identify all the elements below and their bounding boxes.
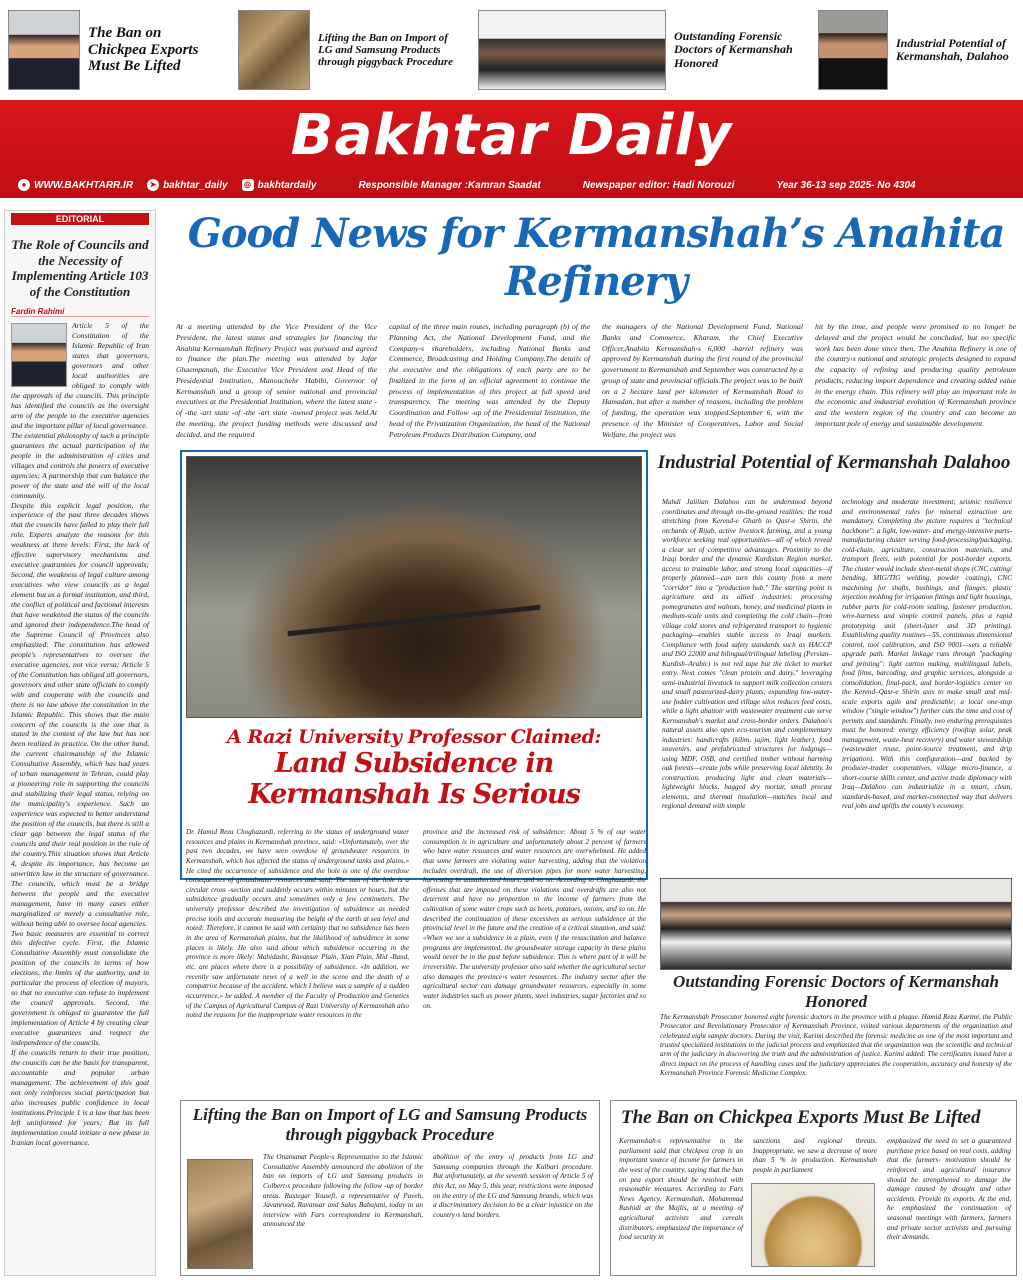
teaser-chickpea[interactable] <box>0 0 230 100</box>
lead-column: capital of the three main routes, including paragraph (b) of the Planning Act, the National Development Fund, and the Company›s shareholders, including National Banks and Commerce, Broadcasting and Holding Company.The details of the executive and the obligations of each party are to be finalized in the form of an official agreement to continue the process of implementation of this project at full speed and transparency. The meeting was attended by the Deputy Coordination and Follow -up of the Presidential Institution, the head of the Privatization Organization, the head of the National Petroleum Products Distribution Company, and <box>389 322 590 439</box>
editorial-title: The Role of Councils and the Necessity of Implementing Article 103 of the Constitution <box>11 237 149 299</box>
author-photo <box>11 323 67 387</box>
editorial-paragraph: The existential philosophy of such a principle guarantees the actual participation of the people in the administration of cities and villages and controls the powers of executive agencies; A partnership that can balance the power of the state and the will of the local community. <box>11 430 149 500</box>
teaser-title: The Ban on Chickpea Exports Must Be Lifted <box>88 25 199 75</box>
chickpea-sack-photo <box>751 1183 875 1267</box>
editorial-author: Fardin Rahimi <box>11 307 149 317</box>
editorial-paragraph: If the councils return to their true position, the councils can be the basis for transparent, accountable and popular urban management. The achievement of this goal not only reinforces social participation but also increases public confidence in local institutions.Principle 1 is a law that has been left uninformed for years; But its full implementation could initiate a new phase in Iranian local governance. <box>11 1047 149 1147</box>
responsible-manager: Responsible Manager :Kamran Saadat <box>358 179 541 191</box>
teaser-forensic[interactable] <box>470 0 810 100</box>
teaser-industrial[interactable] <box>810 0 1023 100</box>
lg-title: Lifting the Ban on Import of LG and Samsung Products through piggyback Procedure <box>192 1105 588 1144</box>
subsidence-feature <box>180 450 648 880</box>
instagram-icon: ◎ <box>242 179 254 191</box>
chickpea-article <box>610 1100 1017 1276</box>
newspaper-name: Bakhtar Daily <box>290 103 733 168</box>
website-link[interactable]: ● WWW.BAKHTARR.IR <box>18 179 133 191</box>
lg-column: abolition of the entry of products from LG and Samsung companies through the Kulbari procedure. But unfortunately, at the seventh session of Article 5 of this Act, on May 5, this year, restrictions were imposed on the entry of the LG and Samsung brands, which was a discriminatory decision to be a clear injustice on the country›s land borders. <box>433 1153 593 1219</box>
telegram-link[interactable]: ➤ bakhtar_daily <box>147 179 227 191</box>
subsidence-column: province and the increased risk of subsidence: About 5 % of our water consumption is in agriculture and unfortunately about 2 percent of farmers who have water resources and water resources are overwhelmed. He added that some farmers are violating water harvesting, adding that the violation includes overdraft, the use of diversion pipes for more water harvesting, harvesting in unauthorized hours, and so on. According to Choghazardi, the offenses that are imposed on these violations and overdrafts are also not deterrent and have no proportion to the income of farmers from the cultivation of some water crops such as beets, potatoes, onions, and so on. He described the continuation of these excessives as serious subsidence at the provincial level in the future and the creation of a critical situation, and said: «When we see a subsidence in a plain, even if the resuscitation and balance programs are implemented, the groundwater storage capacity in these plains would never be in the past before subsidence. This is where part of it will be irreversible. The university professor also said whether the agricultural sector also damages the province›s water resources. The industry sector after the agricultural sector can damage groundwater resources, especially in some water industries such as power plants, steel industries, sugar factories and so on. <box>423 828 646 1010</box>
lg-article <box>180 1100 600 1276</box>
forensic-group-photo <box>660 878 1012 970</box>
editorial-paragraph: Article 5 of the Constitution of the Islamic Republic of Iran states that governors, governors and other local authorities are obliged to comply with the approvals of the councils. This principle has identified the councils as the oversight arm of the people to the executive agencies and the important pillar of local governance. <box>11 321 149 430</box>
editorial-column <box>4 210 156 1276</box>
industrial-body <box>662 498 1012 812</box>
teaser-title: Outstanding Forensic Doctors of Kermanshah Honored <box>674 29 793 70</box>
instagram-link[interactable]: ◎ bakhtardaily <box>242 179 317 191</box>
lead-column: hit by the time, and people were promised to no longer be delayed and the project would be concluded, but no specific work has been done since then. The Anahita Refinery is one of the country›s national and strategic projects designed to expand the capacity of refining and producing quality petroleum products, reducing import dependence and creating added value in the energy chain. This refinery will play an important role in the economic and industrial evolution of Kermanshah province and the western region of the country and can become an important pole of energy and sustainable development. <box>815 322 1016 429</box>
industrial-column: Mahdi Jalilian Dalahoo can be understood beyond coordinates and through on-the-ground realities: the road stretching from Kerend-e Gharb to Qasr-e Shirin, the orchards of Rijab, active livestock farming, and a young workforce seeking real opportunities—all of which reveal a clear set of competitive advantages. Proximity to the Iraqi border and the dynamic Kurdistan Region market, access to trainable labor, and strong local capacities—if properly planned—can turn this county from a mere "corridor" into a "production hub." The starting point is agriculture and its allied industries: processing pomegranates and walnuts, honey, and medicinal plants in medium-scale units and completing the cold chain—from village cold stores and refrigerated transport to hygienic packaging—enables stable access to Iraqi markets. Compliance with food safety standards such as HACCP and ISO 22000 and bilingual/trilingual labeling (Persian–Kurdish–Arabic) is not red tape but the ticket to market entry. Next comes "clean protein and dairy," leveraging semi-industrial livestock to support milk collection centers and small pasteurized-dairy plants; expanding low-water-use fodder cultivation and village silos reduces feed costs, while a light abattoir with wastewater treatment can serve Kermanshah's market and cross-border orders. Dalahoo's natural assets also open eco-tourism and complementary industries: handicrafts (kilim, jajim, light leather), food souvenirs, and prefabricated structures for lodgings—using MDF, OSB, and certified timber without harming oak forests—create jobs while preserving local identity. In construction, producing light and clean materials—lightweight blocks, bagged dry mortar, small precast elements, and thermal insulation—matches local and regional demand with simple <box>662 498 832 810</box>
forensic-body: The Kermanshah Prosecutor honored eight forensic doctors in the province with a plaque. Hamid Reza Karimi, the Public Prosecutor and Revolutionary Prosecutor of Kermanshah Province, visited various departments of the organization and celebrated eight sample doctors. During the visit, Karimi described the forensic medicine as one of the most important and trusted specialized institutions in the judicial process and emphasized that the organization was the scientific and technical arm of the judiciary in discovering the truth and the administration of justice. Karimi added: The certificates issued have a direct impact on the process of handling cases and the judiciary appreciates the cooperation, accuracy and honesty of the Kermanshah Province Forensic Medicine Complex. <box>660 1013 1012 1078</box>
industrial-column: technology and moderate investment; seismic resilience and environmental rules for mineral extraction are mandatory. Completing the picture requires a "technical backbone": a light, low-water- and energy-intensive parts-manufacturing cluster serving food-processing/packaging, cold-chain, agriculture, construction materials, and transport fleets, with potential for post-border exports. The cluster would include sheet-metal shops (CNC cutting/ bending, MIG/TIG welding, powder coating), CNC machining for shafts, bushings, and flanges, plastic injection molding for irrigation fittings and light housings, rubber parts for cold-room sealing, fastener production, wire-harness and simple control panels, plus a rapid prototyping unit (sheet-laser and 3D printing). Establishing quality routines—5S, continuous dimensional control, tool calibration, and ISO 9001—sets a reliable upgrade path. Market linkage runs through "packaging and printing": light carton making, multilingual labels, food films, barcoding, and graphic services, alongside a consolidation, final-pack, and border-logistics center on the Kerend–Qasr-e Shirin axis to make small and mid-scale exports agile and predictable; a local one-stop window ("single window") further cuts the time and cost of permits and standards. Finally, two enduring prerequisites must be honored: energy efficiency (rooftop solar, peak management, waste-heat recovery) and water stewardship (wastewater reuse, point-source treatment, and drip irrigation). With this configuration—and backed by producer-trader cooperatives, village micro-finance, a short-course skills center, and active trade diplomacy with Iraq—Dalahoo can industrialize in a smart, clean, standards-based, and market-connected way that delivers real jobs and uplifts the county's economy. <box>842 498 1012 810</box>
pipe-shape <box>287 605 540 637</box>
masthead <box>0 100 1023 172</box>
editorial-tag: EDITORIAL <box>11 213 149 225</box>
info-bar <box>0 172 1023 198</box>
portrait-photo <box>818 10 888 90</box>
industrial-title: Industrial Potential of Kermanshah Dalahoo <box>657 452 1011 473</box>
subsidence-kicker: A Razi University Professor Claimed: <box>227 726 601 748</box>
editorial-body <box>11 321 149 1147</box>
globe-icon: ● <box>18 179 30 191</box>
lg-body <box>263 1153 593 1230</box>
border-landscape-photo <box>187 1159 253 1269</box>
telegram-icon: ➤ <box>147 179 159 191</box>
issue-info: Year 36-13 sep 2025- No 4304 <box>776 179 916 191</box>
editorial-paragraph: Despite this explicit legal position, the experience of the past three decades shows that the councils have failed to play their full role. Experts analyze the reasons for this weakness at three levels: First, the lack of effective supervisory mechanisms and executive guarantees for council approvals; Second, the weakness of legal culture among executives who view councils as a legal element but as a formal institution, and third, the conflict of political and factional interests that have weakened the status of the councils and ignored their independence.The head of the Supreme Council of Provinces also emphasized: The constitution has allowed people's representatives to oversee the executive agencies, not vice versa; Article 5 of the Constitution has obliged all governors, governors and other state officials to comply with and cooperate with the councils and there is no law above the constitution in the Islamic Republic. This shows that the main concern of the councils is the one that is stated in the context of the law but has not been realized in practice. On the other hand, the current chairmanship of the Islamic Consultative Assembly, which has had years of urban management in Tehran, could play a pioneering role in supporting the councils and stabilizing their legal status, relying on the municipality's experience. Such an experience was expected to better understand the position of the councils, but there is still a clear gap between the legal status of the councils and their real position in the rule of the country.This situation shows that Article 4, despite its importance, has become an unwritten law in the structure of governance. The councils, which must be a bridge between the people and the executive management, have in many cases either marginalized or merely a consultative role, without being able to oversee local agencies. <box>11 500 149 928</box>
subsidence-column: Dr. Hamid Reza Choghazardi, referring to the status of underground water resources and plains in Kermanshah province, said: «Unfortunately, over the past two decades, we have seen overdose of groundwater resources in Kermanshah, which has affected the status of underground tanks and plains.» He cited the occurrence of subsidence and the hole is one of the overdose consequences of groundwater resources and said: The sum of the hole is a circular cross -section and suddenly occurs within minutes or hours, but the subsidence gradually occurs and sometimes only a few centimeters. The university professor described the investigation of subsidence as needed precise tools and accurate measuring the height of the earth at sea level and noted: Therefore, it cannot be said with certainty that no subsidence has been in the area of Kermanshah plains, but the likelihood of subsidence in some places is likely. He also said about which subsidence occurring in the province is more likely: Mahidasht, Ravansar Plain, Xian Plain, Mid -Band, etc. are places where there is a possibility of subsidence. «In addition, we recently saw unfortunate news of a well in the scene and the death of a compatriot because of the accident, which I believe was a sample of a sudden occurrence,» he added. A member of the Faculty of Production and Genetics of the Campus of Agricultural Campus of Razi University of Kermanshah also noted the reasons for the inappropriate water resources in the <box>186 828 409 1020</box>
teaser-strip <box>0 0 1023 100</box>
forensic-title: Outstanding Forensic Doctors of Kermanshah Honored <box>673 972 999 1011</box>
portrait-photo <box>8 10 80 90</box>
subsidence-title: Land Subsidence in Kermanshah Is Serious <box>248 748 580 811</box>
landscape-photo <box>238 10 310 90</box>
group-photo <box>478 10 666 90</box>
sinkhole-photo <box>186 456 642 718</box>
chickpea-column: Kermanshah›s representative in the parliament said that chickpea crop is an important source of income for farmers in the west of the country, saying that the ban on pea export should be resolved with reasonable measures. According to Fars News Agency, Kermanshah, Mohammad Rashidi at the Majlis, at a meeting of agricultural activists and cereals distributors, emphasized the importance of food security in <box>619 1137 743 1242</box>
lg-column: The Onamanat People›s Representative to the Islamic Consultative Assembly announced the abolition of the ban on imports of LG and Samsung products in Colbert›s procedure following the follow -up of border areas. Rastegar Yousefi, a representative of Paveh, Javanrood, Ravansar and Salas Babajani, today in an interview with Fars correspondent in Kermanshah, announced the <box>263 1153 423 1229</box>
teaser-title: Industrial Potential of Kermanshah, Dalahoo <box>896 35 1009 63</box>
chickpea-column: sanctions and regional threats. Inappropriate, we saw a decrease of more than 5 % in production. Kermanshah people in parliament <box>753 1137 877 1174</box>
teaser-lg[interactable] <box>230 0 470 100</box>
chickpea-column: emphasized the need to set a guaranteed purchase price based on real costs, adding that the farmers› motivation should be reinforced and agricultural insurance should be strengthened to damage the damage caused by drought and other accidents. Provide its exports. At the end, he emphasized the continuation of seasonal meetings with farmers, farmers and private sector activists and pursuing their demands. <box>887 1137 1011 1242</box>
lead-column: the managers of the National Development Fund, National Banks and Commerce, Kharam, the Chief Executive Officer,Anahita Kermanshah›s 6,000 -barrel refinery was approved by Kermanshah during the first round of the provincial government to Kermanshah and September was constructed by a group of state and provincial officials.The project was to be built on a 2 hectare land per kilometer of Kermanshah Road to Hamadan, but after a number of reasons, including the problem of funding, the operation was stopped.September 6, with the presence of the Minister of Cooperatives, Labor and Social Welfare, the project was <box>602 322 803 439</box>
main-headline: Good News for Kermanshah’s Anahita Refinery <box>187 210 1005 305</box>
lead-column: At a meeting attended by the Vice President of the Vice President, the latest status and strategies for financing the Anahita Kermanshah Refinery Project was pursued and agreed to finance the plan.The meeting was attended by Jafar Ghaempanah, the Executive Vice President and Head of the Presidential Institution, Manouchehr Habibi, Governor of Kermanshah and a group of senior national and provincial executives at the Presidential Institution, where the latest state -of -the -art state -of -the -art state -owned project was held.At the meeting, the project funding methods were discussed and decided, and the required <box>176 322 377 439</box>
lead-article <box>176 322 1016 441</box>
chickpea-title: The Ban on Chickpea Exports Must Be Lifted <box>621 1107 981 1128</box>
subsidence-body <box>186 828 646 1021</box>
editorial-paragraph: Two basic measures are essential to correct this defective cycle. First, the Islamic Consultative Assembly must consolidate the position of the councils in terms of how elections, the limits of the authority, and in particular the process of election of mayors, so that no executive can refuse to implement the council approvals. Second, the government is obliged to guarantee the full implementation of Article 4 by creating clear executive guarantees and respect the independence of the councils. <box>11 928 149 1047</box>
teaser-title: Lifting the Ban on Import of LG and Samsung Products through piggyback Procedure <box>318 31 454 69</box>
newspaper-editor: Newspaper editor: Hadi Norouzi <box>582 179 735 191</box>
